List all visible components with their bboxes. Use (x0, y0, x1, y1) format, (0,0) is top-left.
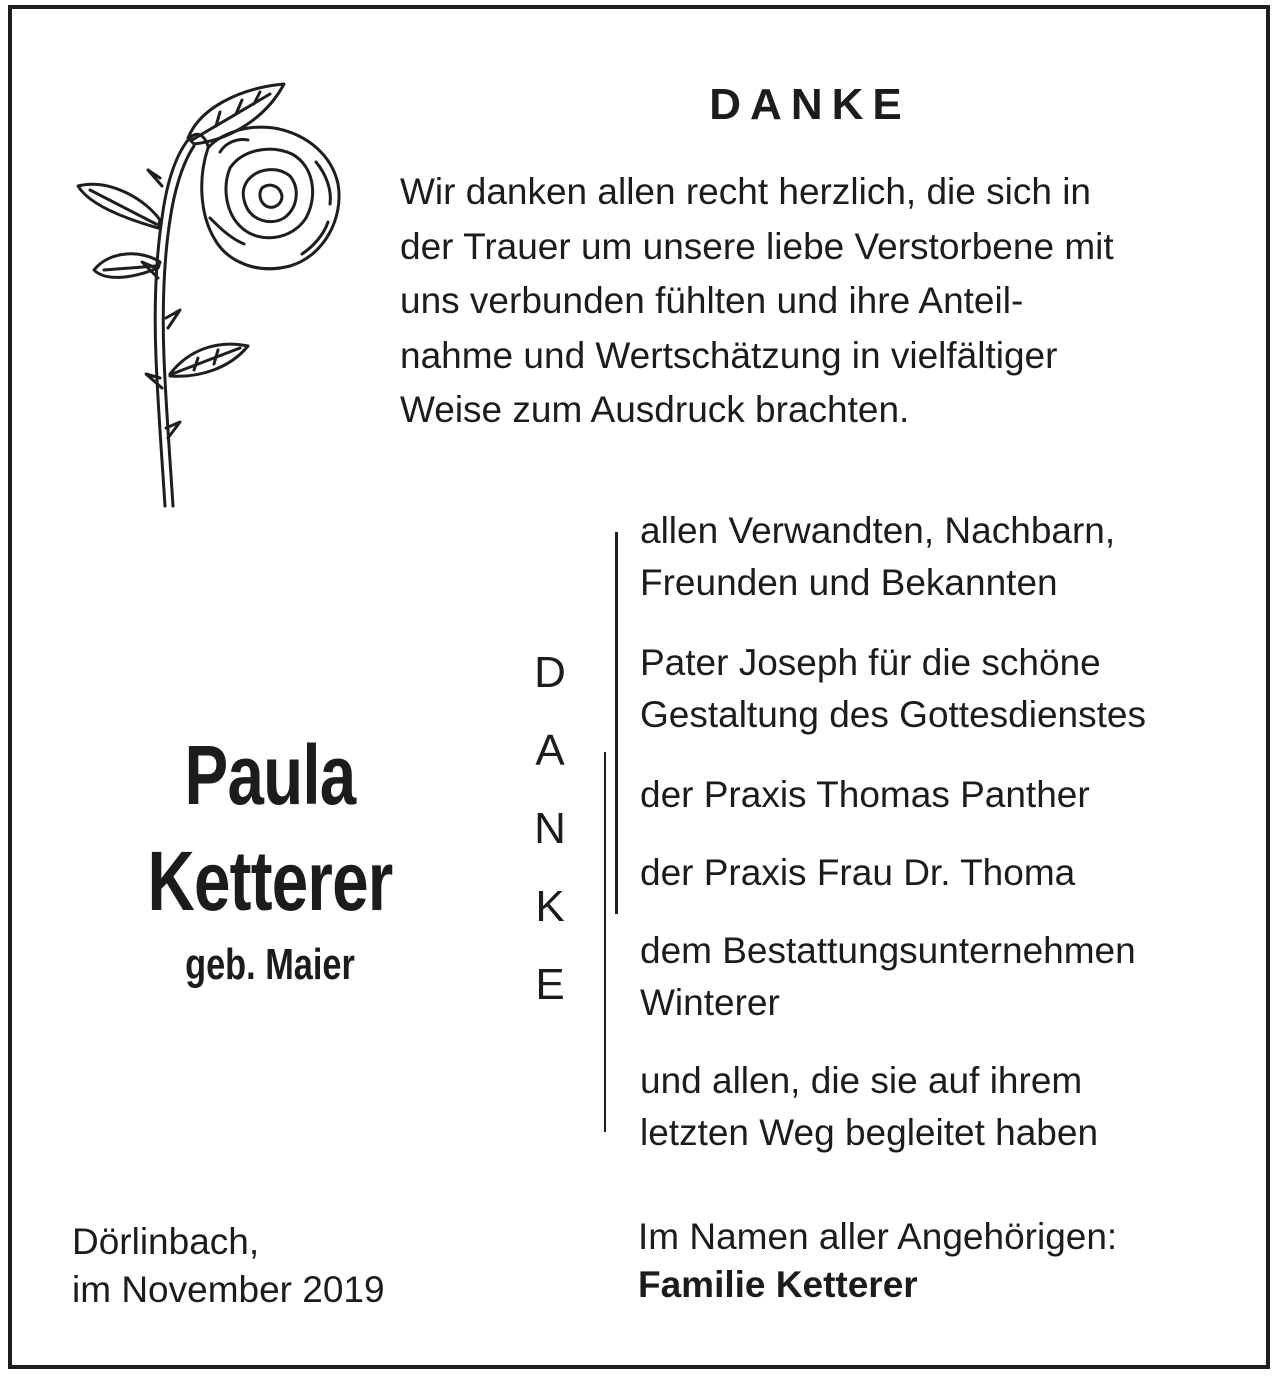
place-line: Dörlinbach, (72, 1221, 260, 1262)
thanks-line: Gestaltung des Gottesdienstes (640, 694, 1146, 735)
thanks-item (640, 637, 1146, 741)
deceased-name-block (137, 725, 402, 993)
vertical-danke (520, 645, 580, 1035)
intro-line: nahme und Wertschätzung in vielfältiger (400, 334, 1058, 376)
signature-block (638, 1213, 1117, 1309)
thanks-line: allen Verwandten, Nachbarn, (640, 510, 1116, 551)
thanks-line: dem Bestattungsunternehmen (640, 930, 1136, 971)
thanks-line: und allen, die sie auf ihrem (640, 1060, 1083, 1101)
divider-line-upper (615, 532, 618, 914)
signature-family: Familie Ketterer (638, 1264, 918, 1305)
vertical-letter: D (534, 648, 566, 697)
thanks-item (640, 769, 1090, 821)
intro-paragraph (400, 165, 1250, 438)
vertical-letter: N (534, 804, 566, 853)
thanks-item (640, 925, 1136, 1029)
rose-illustration-icon (70, 78, 355, 510)
vertical-letter: K (535, 882, 565, 931)
intro-line: Weise zum Ausdruck brachten. (400, 389, 910, 430)
deceased-first-name: Paula (184, 728, 356, 822)
vertical-letter: E (535, 960, 565, 1009)
thanks-line: der Praxis Frau Dr. Thoma (640, 852, 1076, 893)
place-date (72, 1218, 385, 1314)
thanks-item (640, 505, 1115, 609)
thanks-line: Winterer (640, 982, 780, 1023)
thanks-line: letzten Weg begleitet haben (640, 1112, 1099, 1153)
signature-intro: Im Namen aller Angehörigen: (638, 1216, 1118, 1257)
intro-line: Wir danken allen recht herzlich, die sich in (400, 171, 1091, 212)
thanks-line: der Praxis Thomas Panther (640, 774, 1090, 815)
divider-line-lower (604, 752, 606, 1132)
thanks-line: Pater Joseph für die schöne (640, 642, 1101, 683)
thanks-item (640, 847, 1075, 899)
vertical-letter: A (535, 726, 565, 775)
notice-heading: DANKE (709, 80, 911, 129)
intro-line: der Trauer um unsere liebe Verstorbene mit (400, 225, 1114, 267)
intro-line: uns verbunden fühlten und ihre Anteil- (400, 280, 1024, 321)
deceased-last-name: Ketterer (147, 834, 393, 928)
thanks-line: Freunden und Bekannten (640, 562, 1058, 603)
date-line: im November 2019 (72, 1269, 385, 1310)
thanks-item (640, 1055, 1098, 1159)
deceased-birth-name: geb. Maier (185, 940, 355, 989)
